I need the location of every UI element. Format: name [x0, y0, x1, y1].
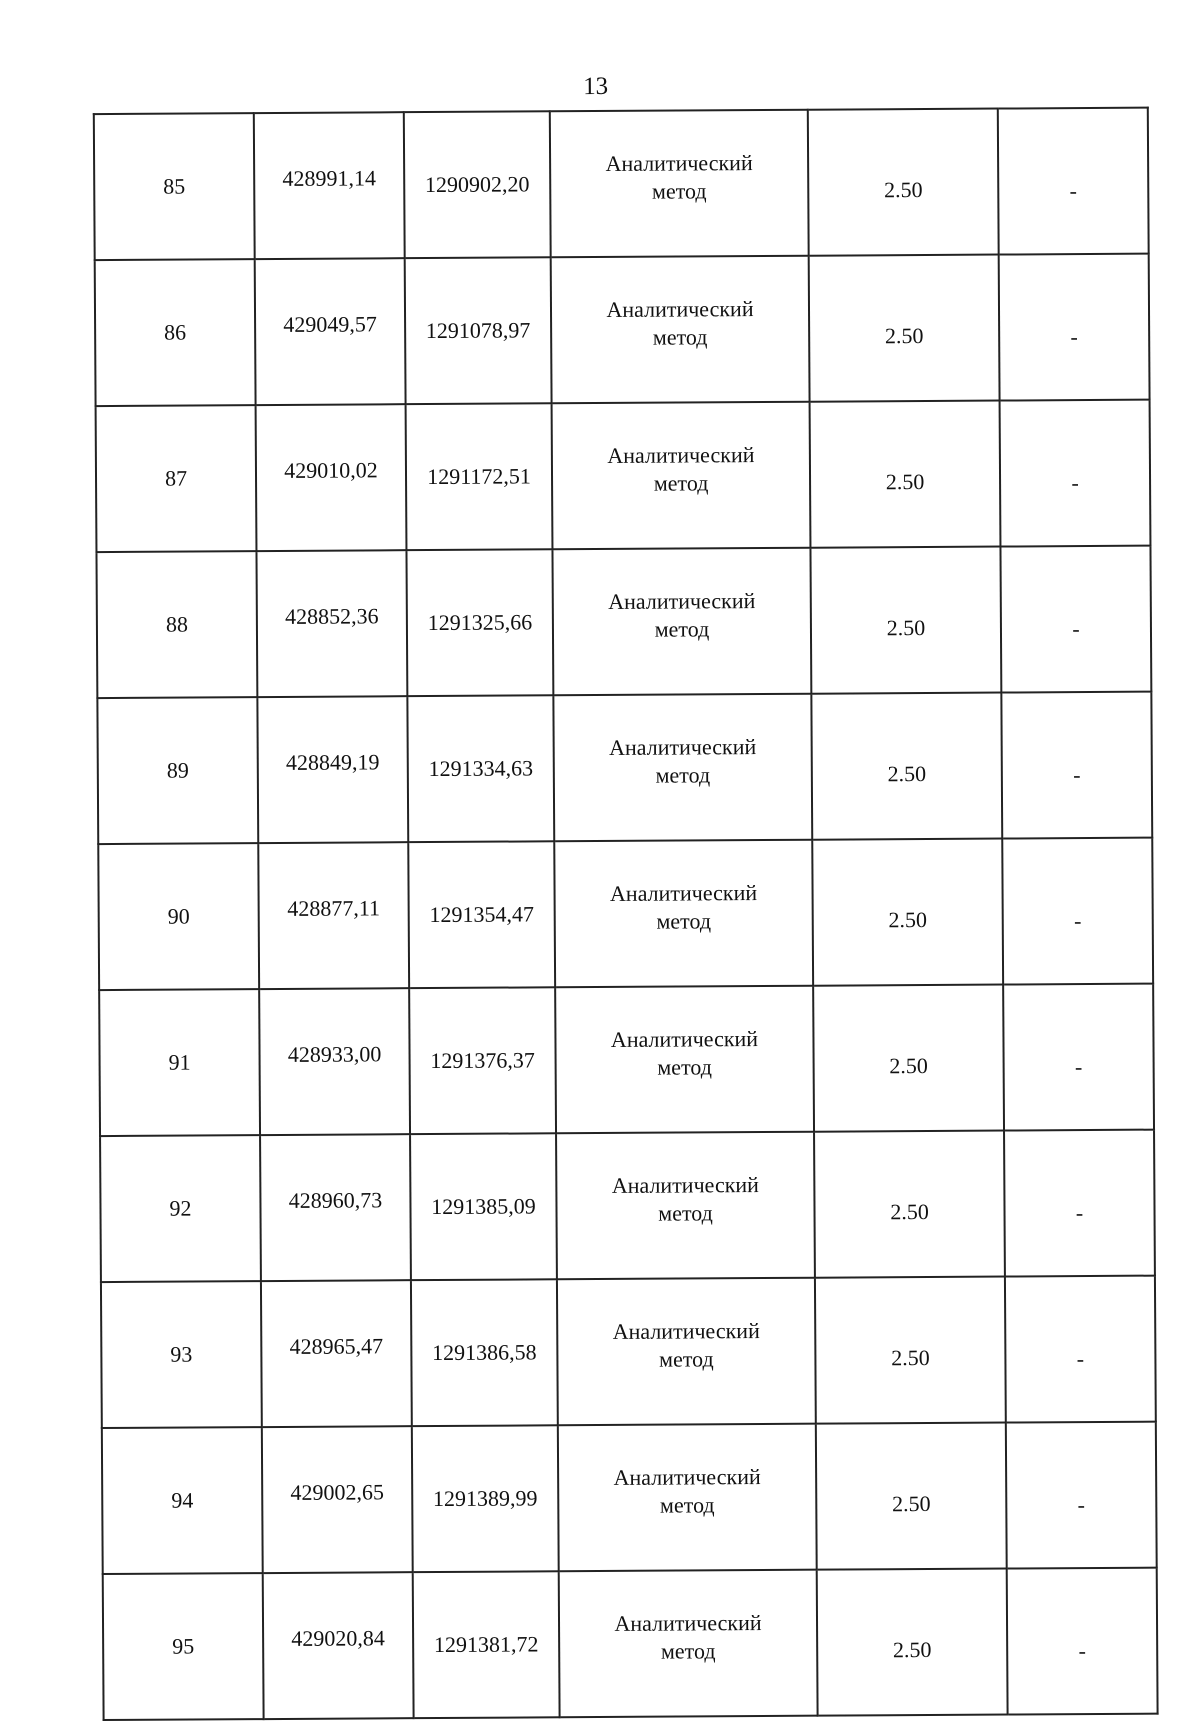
accuracy-cell: 2.50 [812, 839, 1003, 986]
method-cell: Аналитический метод [555, 986, 814, 1134]
table-row [96, 400, 1151, 552]
point-number-cell: 89 [97, 697, 258, 844]
coordinate-y-cell: 1291385,09 [410, 1133, 557, 1280]
method-cell: Аналитический метод [553, 694, 812, 842]
note-cell: - [1000, 400, 1151, 547]
accuracy-cell: 2.50 [810, 547, 1001, 694]
table-row [101, 1276, 1156, 1428]
method-cell: Аналитический метод [554, 840, 813, 988]
note-cell: - [1006, 1422, 1157, 1569]
point-number-cell: 88 [96, 551, 257, 698]
point-number-cell: 90 [98, 843, 259, 990]
point-number-cell: 86 [95, 259, 256, 406]
accuracy-cell: 2.50 [816, 1423, 1007, 1570]
point-number-cell: 95 [103, 1573, 264, 1720]
coordinate-y-cell: 1291172,51 [406, 403, 553, 550]
point-number-cell: 87 [96, 405, 257, 552]
coordinate-y-cell: 1291386,58 [411, 1279, 558, 1426]
method-cell: Аналитический метод [556, 1132, 815, 1280]
note-cell: - [1005, 1276, 1156, 1423]
table-row [102, 1422, 1157, 1574]
coordinate-x-cell: 429002,65 [262, 1426, 413, 1573]
coordinate-x-cell: 428991,14 [254, 112, 405, 259]
method-cell: Аналитический метод [550, 110, 809, 258]
coordinate-y-cell: 1291354,47 [408, 841, 555, 988]
accuracy-cell: 2.50 [817, 1569, 1008, 1716]
note-cell: - [998, 108, 1149, 255]
accuracy-cell: 2.50 [811, 693, 1002, 840]
coordinate-y-cell: 1290902,20 [404, 111, 551, 258]
accuracy-cell: 2.50 [809, 255, 1000, 402]
table-row [94, 108, 1149, 260]
table-row [103, 1568, 1158, 1720]
coordinate-y-cell: 1291376,37 [409, 987, 556, 1134]
accuracy-cell: 2.50 [808, 109, 999, 256]
coordinate-x-cell: 428933,00 [259, 988, 410, 1135]
point-number-cell: 92 [100, 1135, 261, 1282]
coordinate-y-cell: 1291389,99 [412, 1425, 559, 1572]
accuracy-cell: 2.50 [815, 1277, 1006, 1424]
accuracy-cell: 2.50 [814, 1131, 1005, 1278]
note-cell: - [1004, 1130, 1155, 1277]
coordinates-table-body [94, 108, 1158, 1720]
method-cell: Аналитический метод [557, 1278, 816, 1426]
method-cell: Аналитический метод [559, 1570, 818, 1718]
table-row [100, 1130, 1155, 1282]
note-cell: - [1000, 546, 1151, 693]
coordinate-y-cell: 1291325,66 [406, 549, 553, 696]
coordinate-y-cell: 1291381,72 [413, 1571, 560, 1718]
note-cell: - [1002, 838, 1153, 985]
note-cell: - [999, 254, 1150, 401]
coordinate-y-cell: 1291078,97 [405, 257, 552, 404]
point-number-cell: 93 [101, 1281, 262, 1428]
method-cell: Аналитический метод [551, 256, 810, 404]
coordinate-x-cell: 428852,36 [256, 550, 407, 697]
table-row [98, 838, 1153, 990]
point-number-cell: 91 [99, 989, 260, 1136]
coordinate-x-cell: 428965,47 [261, 1280, 412, 1427]
coordinate-x-cell: 429020,84 [263, 1572, 414, 1719]
coordinate-x-cell: 429010,02 [256, 404, 407, 551]
method-cell: Аналитический метод [552, 402, 811, 550]
coordinate-x-cell: 428877,11 [258, 842, 409, 989]
point-number-cell: 85 [94, 113, 255, 260]
page-number: 13 [583, 72, 609, 101]
coordinate-y-cell: 1291334,63 [407, 695, 554, 842]
accuracy-cell: 2.50 [813, 985, 1004, 1132]
method-cell: Аналитический метод [558, 1424, 817, 1572]
coordinate-x-cell: 429049,57 [255, 258, 406, 405]
coordinate-x-cell: 428849,19 [257, 696, 408, 843]
table-row [99, 984, 1154, 1136]
note-cell: - [1003, 984, 1154, 1131]
note-cell: - [1001, 692, 1152, 839]
point-number-cell: 94 [102, 1427, 263, 1574]
coordinate-x-cell: 428960,73 [260, 1134, 411, 1281]
coordinates-table [93, 107, 1159, 1721]
table-row [95, 254, 1150, 406]
accuracy-cell: 2.50 [810, 401, 1001, 548]
table-row [96, 546, 1151, 698]
table-row [97, 692, 1152, 844]
method-cell: Аналитический метод [552, 548, 811, 696]
note-cell: - [1007, 1568, 1158, 1715]
